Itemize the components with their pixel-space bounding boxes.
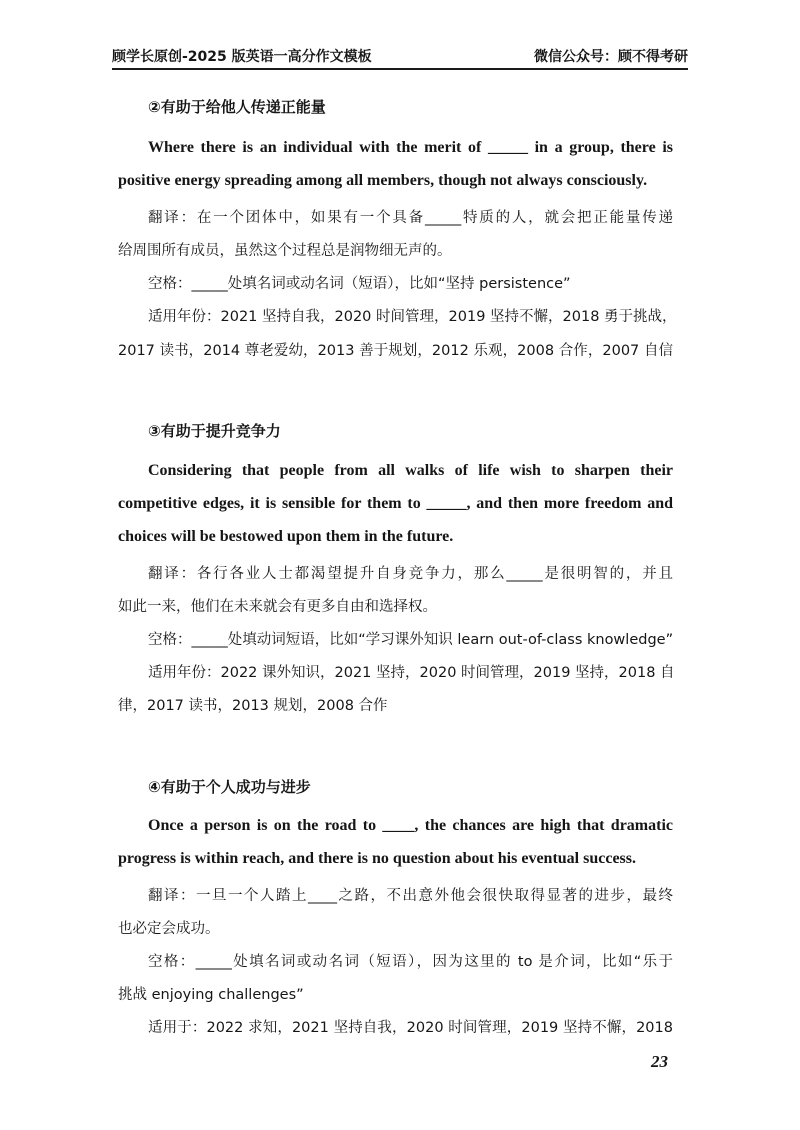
blank-hint-line: 挑战 enjoying challenges” bbox=[118, 987, 304, 1003]
blank-hint-line: 空格：_____处填名词或动名词（短语），比如“坚持 persistence” bbox=[148, 276, 571, 292]
english-sentence-line: choices will be bestowed upon them in the future. bbox=[118, 528, 454, 545]
translation-line: 给周围所有成员，虽然这个过程总是润物细无声的。 bbox=[118, 243, 452, 259]
translation-line: 也必定会成功。 bbox=[118, 921, 220, 937]
blank-hint-line: 空格：_____处填动词短语，比如“学习课外知识 learn out-of-class knowledge” bbox=[148, 632, 674, 648]
page-number: 23 bbox=[651, 1052, 668, 1071]
section-title: ④有助于个人成功与进步 bbox=[148, 778, 311, 796]
applicable-years-line: 适用于：2022 求知，2021 坚持自我，2020 时间管理，2019 坚持不懈，2018 bbox=[148, 1020, 673, 1036]
english-sentence-line: competitive edges, it is sensible for them to _____, and then more freedom and bbox=[118, 495, 673, 512]
translation-line: 翻译：在一个团体中，如果有一个具备_____特质的人，就会把正能量传递 bbox=[148, 210, 673, 226]
applicable-years-line: 律，2017 读书，2013 规划，2008 合作 bbox=[118, 698, 388, 714]
translation-line: 如此一来，他们在未来就会有更多自由和选择权。 bbox=[118, 599, 437, 615]
english-sentence-line: positive energy spreading among all members, though not always consciously. bbox=[118, 172, 648, 189]
translation-line: 翻译：一旦一个人踏上____之路，不出意外他会很快取得显著的进步，最终 bbox=[148, 888, 673, 904]
english-sentence-line: Where there is an individual with the merit of _____ in a group, there is bbox=[148, 139, 673, 156]
translation-line: 翻译：各行各业人士都渴望提升自身竞争力，那么_____是很明智的，并且 bbox=[148, 566, 673, 582]
header-left-title: 顾学长原创-2025 版英语一高分作文模板 bbox=[112, 49, 372, 65]
applicable-years-line: 2017 读书，2014 尊老爱幼，2013 善于规划，2012 乐观，2008 合作，2007 自信 bbox=[118, 343, 673, 359]
header-right-wechat: 微信公众号：顾不得考研 bbox=[534, 49, 688, 65]
blank-hint-line: 空格：_____处填名词或动名词（短语），因为这里的 to 是介词，比如“乐于 bbox=[148, 954, 673, 970]
section-title: ②有助于给他人传递正能量 bbox=[148, 98, 326, 116]
english-sentence-line: Considering that people from all walks of life wish to sharpen their bbox=[148, 462, 673, 479]
applicable-years-line: 适用年份：2022 课外知识，2021 坚持，2020 时间管理，2019 坚持，2018 自 bbox=[148, 665, 675, 681]
english-sentence-line: Once a person is on the road to ____, the chances are high that dramatic bbox=[148, 817, 673, 834]
english-sentence-line: progress is within reach, and there is no question about his eventual success. bbox=[118, 850, 636, 867]
applicable-years-line: 适用年份：2021 坚持自我，2020 时间管理，2019 坚持不懈，2018 勇于挑战， bbox=[148, 309, 677, 325]
page-header bbox=[112, 42, 688, 70]
section-title: ③有助于提升竞争力 bbox=[148, 422, 281, 440]
